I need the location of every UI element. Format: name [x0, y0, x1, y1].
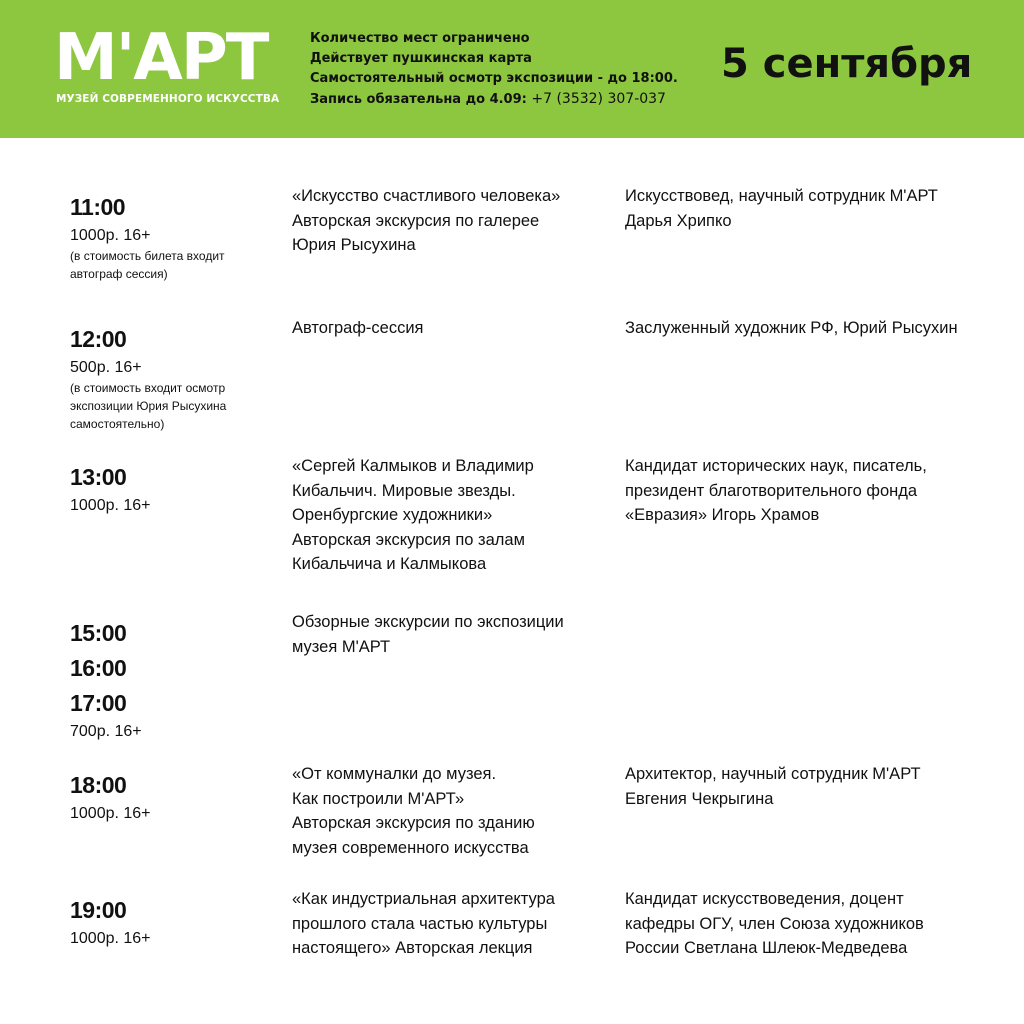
speaker-info: Кандидат исторических наук, писатель, президент благотворительного фонда «Евразия» Игорь Храмов	[625, 457, 927, 524]
info-line-pushkin-card: Действует пушкинская карта	[310, 51, 532, 66]
price: 500р. 16+	[70, 359, 142, 376]
speaker-column	[625, 890, 1005, 961]
time-column	[70, 460, 280, 517]
time-column	[70, 768, 280, 825]
speaker-column	[625, 457, 1005, 528]
header-banner	[0, 0, 1024, 138]
time-slot: 17:00	[70, 690, 127, 716]
time-column	[70, 893, 280, 950]
time-slot: 19:00	[70, 897, 127, 923]
time-column	[70, 322, 280, 433]
museum-logo: М'АРТ	[54, 21, 268, 95]
price: 1000р. 16+	[70, 930, 151, 947]
info-line-self-tour: Самостоятельный осмотр экспозиции - до 18:00.	[310, 71, 678, 86]
time-slot: 13:00	[70, 464, 127, 490]
speaker-info: Заслуженный художник РФ, Юрий Рысухин	[625, 319, 958, 337]
event-title: «От коммуналки до музея. Как построили М'АРТ» Авторская экскурсия по зданию музея современного искусства	[292, 765, 535, 857]
price: 1000р. 16+	[70, 497, 151, 514]
logo-subtitle: МУЗЕЙ СОВРЕМЕННОГО ИСКУССТВА	[56, 93, 280, 105]
price: 700р. 16+	[70, 723, 142, 740]
price-note: (в стоимость билета входит автограф сессия)	[70, 249, 225, 281]
event-title: «Сергей Калмыков и Владимир Кибальчич. Мировые звезды. Оренбургские художники» Авторская экскурсия по залам Кибальчича и Калмыкова	[292, 457, 534, 573]
speaker-info: Искусствовед, научный сотрудник М'АРТ Дарья Хрипко	[625, 187, 938, 230]
event-title: «Как индустриальная архитектура прошлого стала частью культуры настоящего» Авторская лекция	[292, 890, 555, 957]
speaker-info: Архитектор, научный сотрудник М'АРТ Евгения Чекрыгина	[625, 765, 921, 808]
price: 1000р. 16+	[70, 227, 151, 244]
speaker-column	[625, 187, 1005, 233]
event-column	[292, 613, 602, 659]
time-column	[70, 616, 280, 743]
booking-label: Запись обязательна до 4.09:	[310, 92, 527, 107]
time-slot: 16:00	[70, 655, 127, 681]
price: 1000р. 16+	[70, 805, 151, 822]
event-column	[292, 319, 602, 341]
time-slot: 11:00	[70, 194, 126, 220]
event-title: Автограф-сессия	[292, 319, 424, 337]
event-column	[292, 765, 602, 860]
info-block	[310, 29, 678, 110]
time-slot: 12:00	[70, 326, 127, 352]
booking-line	[310, 89, 678, 110]
event-column	[292, 187, 602, 258]
event-title: «Искусство счастливого человека» Авторская экскурсия по галерее Юрия Рысухина	[292, 187, 561, 254]
event-date: 5 сентября	[721, 41, 973, 87]
price-note: (в стоимость входит осмотр экспозиции Юрия Рысухина самостоятельно)	[70, 381, 227, 431]
time-column	[70, 190, 280, 283]
time-slot: 15:00	[70, 620, 127, 646]
event-column	[292, 890, 602, 961]
event-title: Обзорные экскурсии по экспозиции музея М'АРТ	[292, 613, 564, 656]
speaker-info: Кандидат искусствоведения, доцент кафедры ОГУ, член Союза художников России Светлана Шлеюк-Медведева	[625, 890, 924, 957]
booking-phone[interactable]: +7 (3532) 307-037	[531, 91, 666, 107]
event-column	[292, 457, 602, 577]
speaker-column	[625, 765, 1005, 811]
info-line-seats: Количество мест ограничено	[310, 31, 530, 46]
time-slot: 18:00	[70, 772, 127, 798]
speaker-column	[625, 319, 1005, 341]
